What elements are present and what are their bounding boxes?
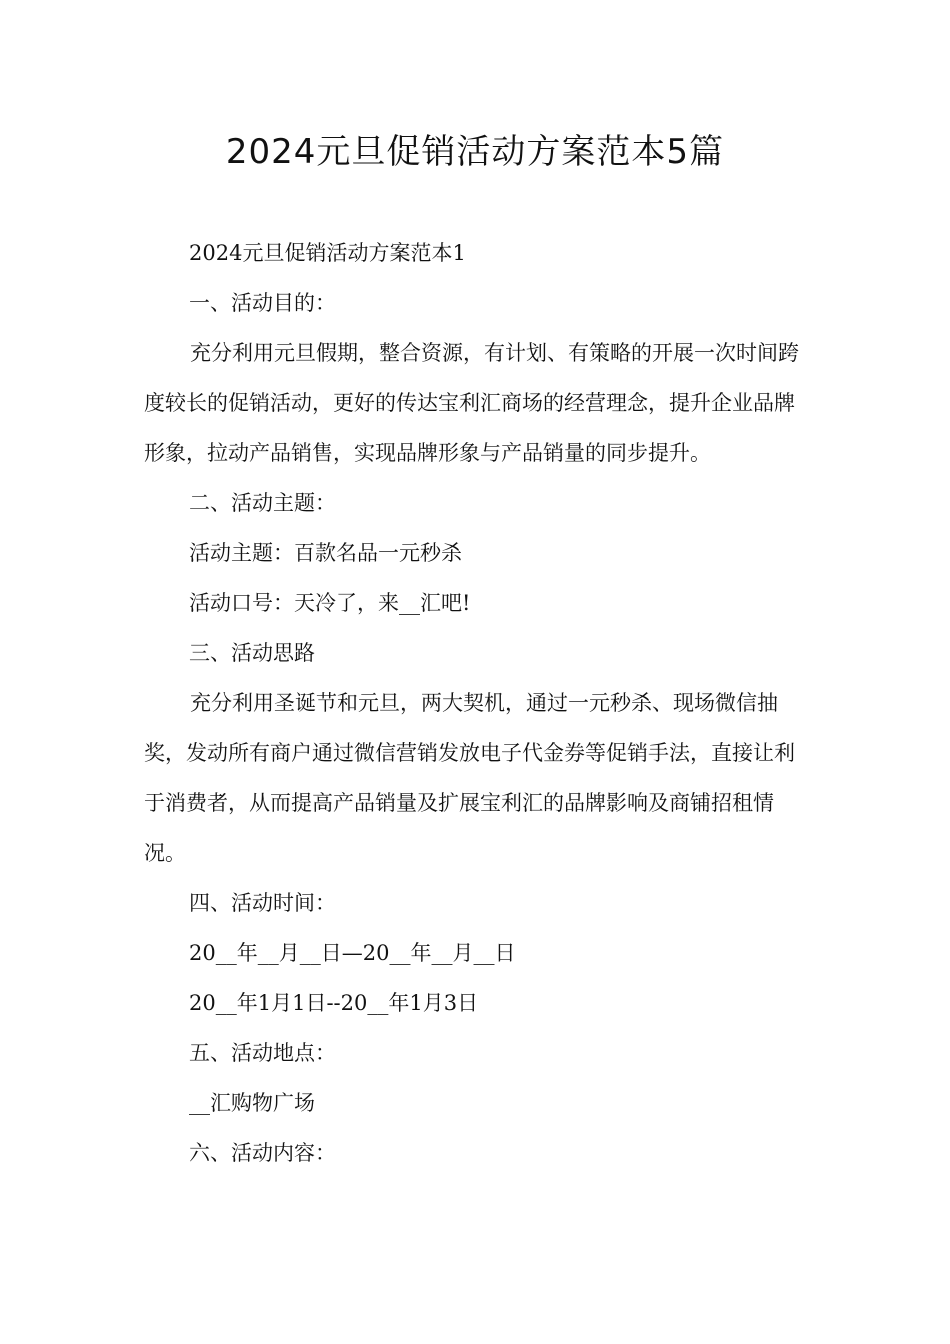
body-paragraph: 充分利用元旦假期，整合资源，有计划、有策略的开展一次时间跨度较长的促销活动，更好的传达宝利汇商场的经营理念，提升企业品牌形象，拉动产品销售，实现品牌形象与产品销量的同步提升。	[144, 341, 799, 465]
text-line: 活动口号：天冷了，来__汇吧!	[189, 591, 471, 615]
text-line: 20__年__月__日—20__年__月__日	[189, 941, 516, 965]
section-heading: 三、活动思路	[189, 641, 315, 665]
section-heading: 五、活动地点：	[189, 1041, 336, 1065]
text-line: 活动主题：百款名品一元秒杀	[189, 541, 462, 565]
body-paragraph: 充分利用圣诞节和元旦，两大契机，通过一元秒杀、现场微信抽奖，发动所有商户通过微信营销发放电子代金券等促销手法，直接让利于消费者，从而提高产品销量及扩展宝利汇的品牌影响及商铺招租情况。	[144, 691, 795, 865]
document-title: 2024元旦促销活动方案范本5篇	[225, 132, 725, 172]
section-heading: 四、活动时间：	[189, 891, 336, 915]
text-line: 20__年1月1日--20__年1月3日	[189, 991, 479, 1015]
text-line: __汇购物广场	[189, 1091, 315, 1115]
section-heading: 二、活动主题：	[189, 491, 336, 515]
section-title: 2024元旦促销活动方案范本1	[189, 241, 466, 265]
section-heading: 六、活动内容：	[189, 1141, 336, 1165]
section-heading: 一、活动目的：	[189, 291, 336, 315]
document-body	[144, 228, 808, 1178]
